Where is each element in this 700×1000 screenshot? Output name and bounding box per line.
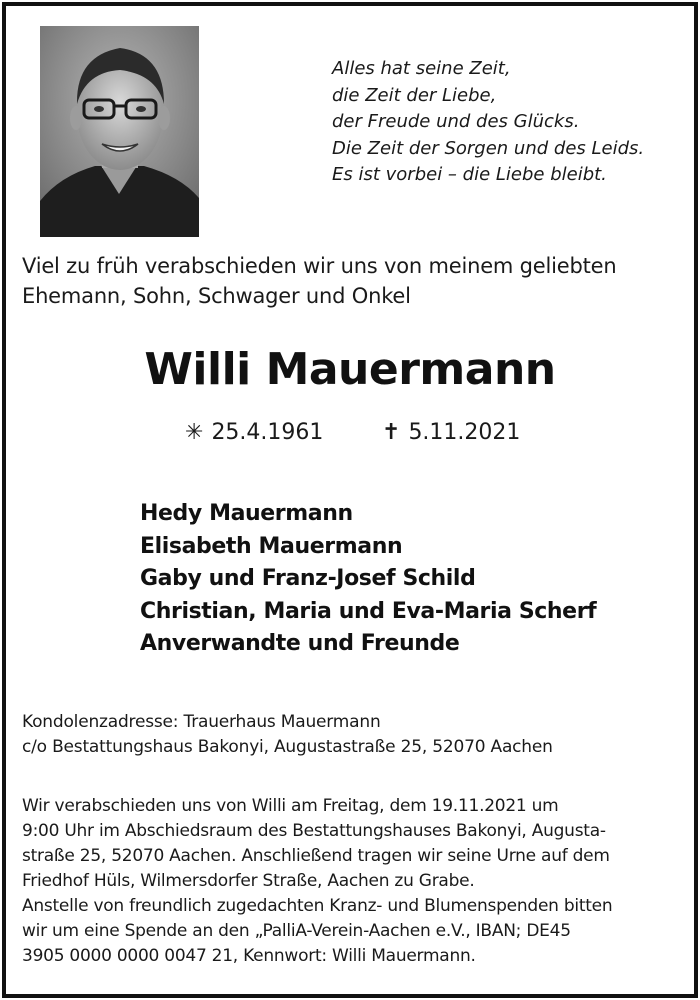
notice-line: Wir verabschieden uns von Willi am Freitag, dem 19.11.2021 um (22, 796, 559, 816)
birth-date (185, 418, 323, 448)
family-member: Hedy Mauermann (140, 501, 353, 526)
intro-text (22, 252, 616, 311)
poem (332, 56, 644, 189)
notice-line: 9:00 Uhr im Abschiedsraum des Bestattungshauses Bakonyi, Augusta- (22, 821, 606, 841)
notice-line: Anstelle von freundlich zugedachten Kranz- und Blumenspenden bitten (22, 896, 613, 916)
family-member: Christian, Maria und Eva-Maria Scherf (140, 598, 597, 624)
notice-line: 3905 0000 0000 0047 21, Kennwort: Willi Mauermann. (22, 946, 476, 966)
portrait-photo-icon (40, 26, 199, 237)
poem-line: Es ist vorbei – die Liebe bleibt. (332, 164, 607, 185)
family-member: Anverwandte und Freunde (140, 631, 460, 656)
poem-line: die Zeit der Liebe, (332, 84, 497, 106)
birth-date-value: 25.4.1961 (211, 420, 324, 445)
death-date-value: 5.11.2021 (408, 420, 521, 445)
birth-star-icon: ✳ (185, 420, 204, 445)
notice-line: Friedhof Hüls, Wilmersdorfer Straße, Aachen zu Grabe. (22, 871, 475, 891)
portrait-photo (40, 26, 199, 237)
address-line: c/o Bestattungshaus Bakonyi, Augustastraße 25, 52070 Aachen (22, 737, 553, 757)
deceased-name: Willi Mauermann (144, 344, 556, 395)
funeral-notice (22, 794, 612, 969)
notice-line: wir um eine Spende an den „PalliA-Verein-Aachen e.V., IBAN; DE45 (22, 921, 571, 941)
poem-line: Die Zeit der Sorgen und des Leids. (332, 137, 645, 159)
intro-line: Ehemann, Sohn, Schwager und Onkel (22, 283, 411, 308)
family-member: Gaby und Franz-Josef Schild (140, 566, 476, 591)
address-line: Kondolenzadresse: Trauerhaus Mauermann (22, 712, 381, 732)
poem-line: der Freude und des Glücks. (332, 111, 580, 132)
family-member: Elisabeth Mauermann (140, 533, 403, 559)
intro-line: Viel zu früh verabschieden wir uns von meinem geliebten (22, 254, 617, 278)
death-cross-icon: ✝ (382, 420, 401, 445)
death-date (382, 418, 520, 448)
family-list (140, 498, 596, 661)
notice-line: straße 25, 52070 Aachen. Anschließend tragen wir seine Urne auf dem (22, 846, 610, 866)
condolence-address (22, 710, 553, 760)
poem-line: Alles hat seine Zeit, (332, 58, 511, 79)
